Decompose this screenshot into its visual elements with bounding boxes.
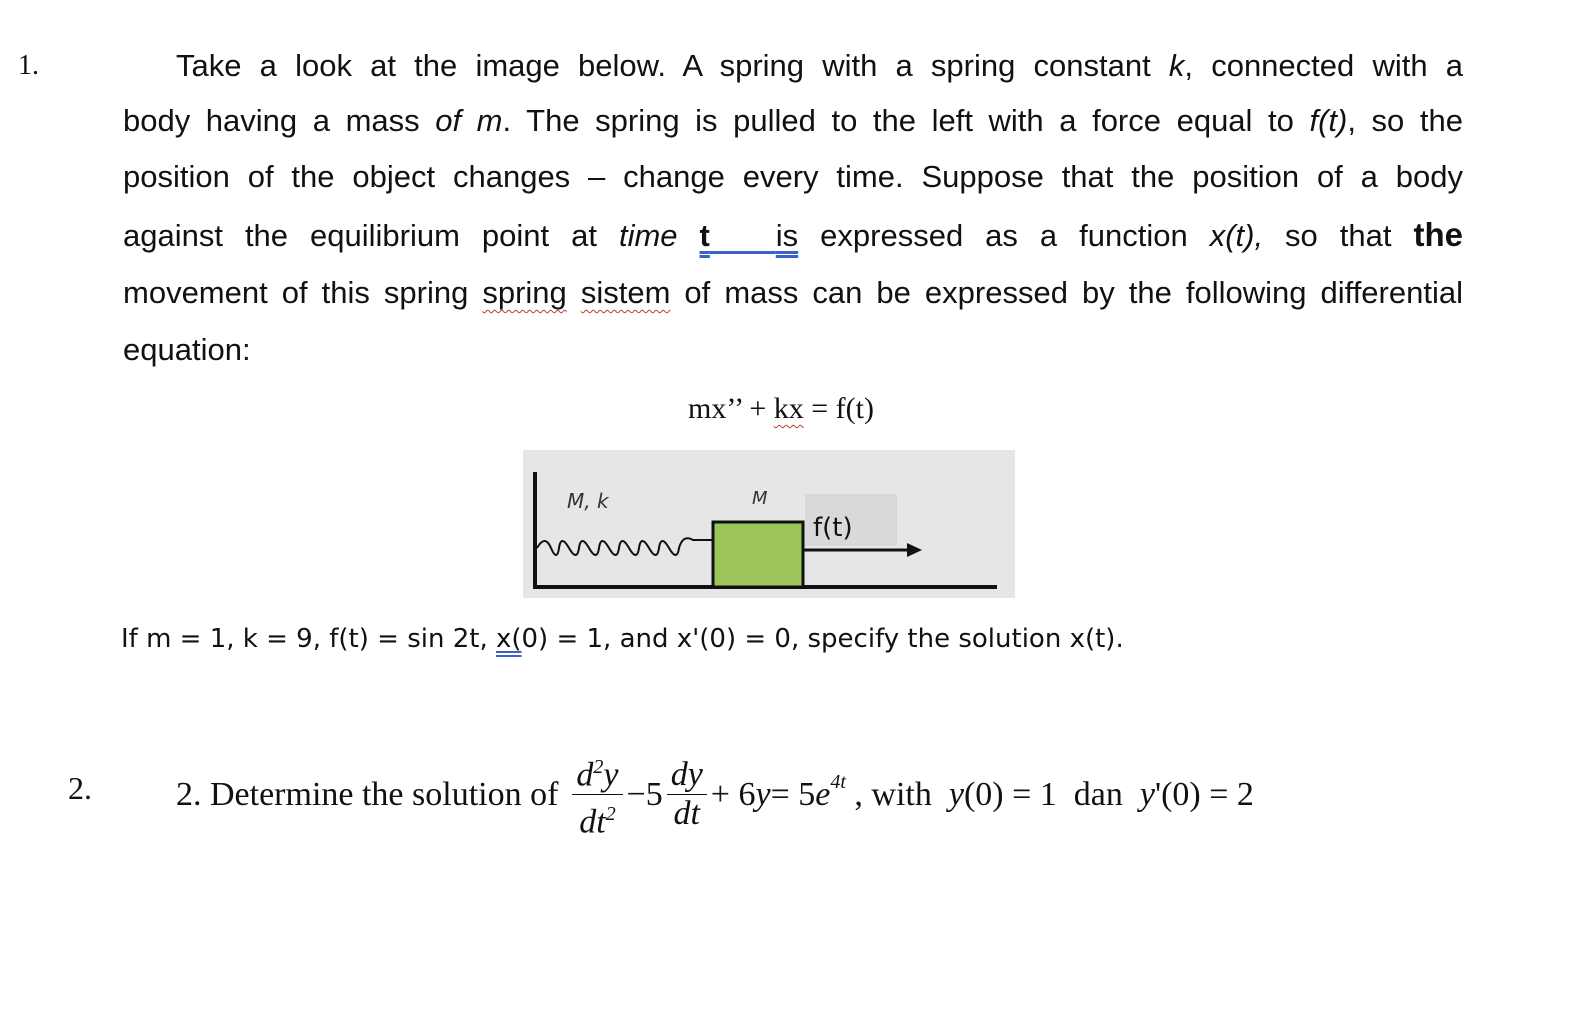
- problem-1-line-2: body having a mass of m. The spring is pulled to the left with a force equal to f(t), so the: [123, 103, 1463, 138]
- problem-1-conditions: If m = 1, k = 9, f(t) = sin 2t, x(0) = 1, and x'(0) = 0, specify the solution x(t).: [121, 624, 1124, 654]
- first-derivative-fraction: $\frac{dy}{dt}$: [667, 756, 707, 833]
- label-m: M: [752, 488, 768, 509]
- problem-1-number: 1.: [18, 50, 39, 81]
- spelling-flag-kx[interactable]: kx: [773, 392, 804, 425]
- spring-mass-diagram: [523, 450, 1015, 598]
- problem-1-line-5: movement of this spring spring sistem of mass can be expressed by the following differential: [123, 275, 1463, 310]
- problem-1-line-6: equation:: [123, 332, 251, 367]
- spring-mass-figure: [523, 450, 1015, 598]
- problem-2-number: 2.: [68, 770, 92, 806]
- label-mk: M, k: [567, 489, 609, 513]
- second-derivative-fraction: $\frac{d^2y}{dt^2}$: [572, 748, 622, 842]
- label-force: f(t): [813, 513, 853, 543]
- spelling-flag-spring[interactable]: spring: [482, 275, 567, 310]
- problem-1-line-3: position of the object changes – change every time. Suppose that the position of a body: [123, 159, 1463, 194]
- force-arrow-head: [907, 543, 922, 557]
- mass-block: [713, 522, 803, 587]
- spelling-flag-sistem[interactable]: sistem: [580, 275, 671, 310]
- problem-2-statement: 2. Determine the solution of $\frac{d^2y}{dt^2}$ −5 $\frac{dy}{dt}$ + 6 y = 5 e $^{4t}$ , with y (0) = 1 dan y '(0) = 2: [176, 748, 1254, 842]
- problem-1-line-1: Take a look at the image below. A spring with a spring constant k, connected with a: [176, 48, 1463, 83]
- spring-equation: mx’’ + kx = f(t): [687, 392, 874, 425]
- spring-coil: [537, 538, 713, 555]
- grammar-flag-x0[interactable]: x(: [495, 624, 522, 654]
- problem-1-line-4: against the equilibrium point at time t is expressed as a function x(t), so that the: [123, 216, 1463, 253]
